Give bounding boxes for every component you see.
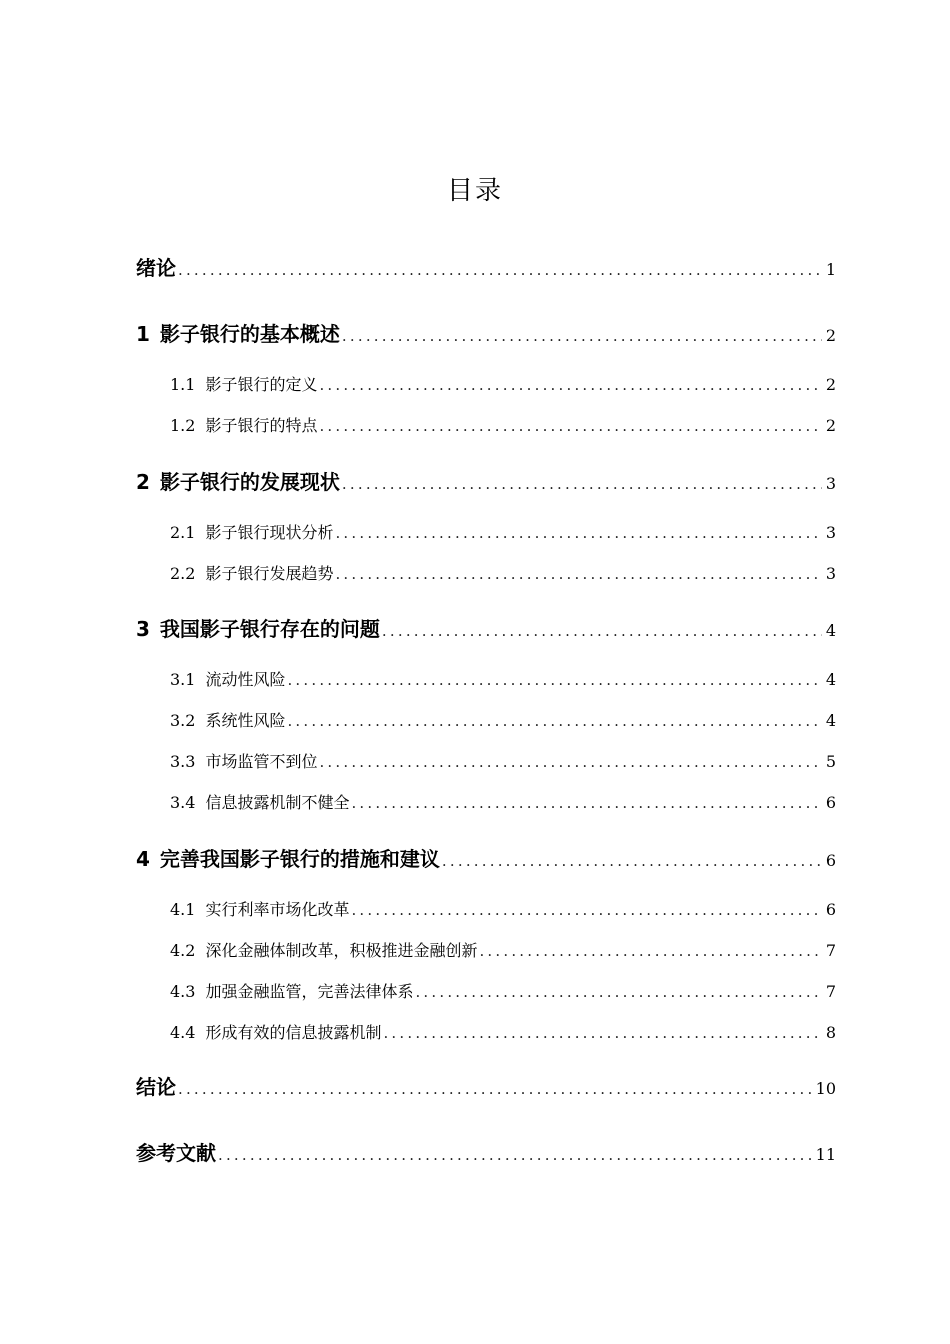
toc-entry[interactable] (170, 413, 836, 436)
toc-entry-label (170, 1020, 381, 1043)
toc-entry-number: 3.1 (170, 670, 196, 689)
toc-entry-label (170, 979, 413, 1002)
toc-entry-number: 3.3 (170, 752, 196, 771)
dot-leader (319, 417, 821, 435)
toc-entry-number: 1.2 (170, 416, 196, 435)
toc-entry[interactable] (136, 613, 836, 642)
toc-entry-text: 参考文献 (136, 1141, 216, 1165)
toc-entry-page: 5 (825, 752, 836, 771)
toc-entry[interactable] (136, 1137, 836, 1166)
toc-entry-page: 1 (825, 260, 836, 279)
toc-entry[interactable] (170, 667, 836, 690)
toc-entry[interactable] (170, 749, 836, 772)
toc-entry-text: 市场监管不到位 (205, 752, 318, 771)
toc-entry-number: 4.3 (170, 982, 196, 1001)
toc-entry-label (170, 520, 333, 543)
toc-entry[interactable] (170, 1020, 836, 1043)
toc-entry-label (170, 708, 285, 731)
dot-leader (335, 524, 821, 542)
toc-entry[interactable] (170, 790, 836, 813)
dot-leader (319, 376, 821, 394)
toc-entry-page: 6 (825, 793, 836, 812)
toc-entry-text: 我国影子银行存在的问题 (159, 617, 380, 641)
toc-entry-page: 4 (825, 711, 836, 730)
toc-entry-number: 1.1 (170, 375, 196, 394)
toc-entry[interactable] (136, 1071, 836, 1100)
toc-entry-text: 流动性风险 (205, 670, 286, 689)
toc-entry-page: 11 (815, 1145, 836, 1164)
toc-entry-text: 实行利率市场化改革 (205, 900, 350, 919)
toc-entry-text: 影子银行现状分析 (205, 523, 334, 542)
toc-entry-page: 4 (825, 670, 836, 689)
toc-entry[interactable] (136, 318, 836, 347)
toc-entry-text: 深化金融体制改革，积极推进金融创新 (205, 941, 478, 960)
toc-entry-number: 2.2 (170, 564, 196, 583)
dot-leader (383, 1024, 821, 1042)
toc-entry-page: 3 (825, 564, 836, 583)
toc-entry-page: 3 (825, 523, 836, 542)
toc-entry[interactable] (170, 897, 836, 920)
toc-entry-page: 6 (825, 900, 836, 919)
toc-entry[interactable] (136, 252, 836, 281)
toc-entry-label (136, 843, 440, 872)
toc-entry-label (136, 466, 340, 495)
toc-entry-text: 绪论 (136, 256, 176, 280)
toc-entry-number: 4.1 (170, 900, 196, 919)
toc-entry[interactable] (170, 979, 836, 1002)
toc-entry-label (170, 790, 349, 813)
dot-leader (287, 671, 821, 689)
toc-entry[interactable] (136, 466, 836, 495)
toc-entry-number: 4.2 (170, 941, 196, 960)
dot-leader (351, 794, 821, 812)
toc-entry-number: 4.4 (170, 1023, 196, 1042)
toc-entry[interactable] (136, 843, 836, 872)
toc-entry-page: 2 (825, 416, 836, 435)
dot-leader (442, 852, 822, 870)
dot-leader (382, 622, 822, 640)
toc-entry[interactable] (170, 708, 836, 731)
toc-entry-number: 3.2 (170, 711, 196, 730)
dot-leader (342, 327, 822, 345)
toc-entry-label (170, 413, 317, 436)
toc-entry-text: 结论 (136, 1075, 176, 1099)
toc-entry-page: 3 (825, 474, 836, 493)
toc-entry-label (170, 938, 477, 961)
toc-entry-label (170, 561, 333, 584)
toc-entry-label (136, 1071, 176, 1100)
toc-entry-text: 形成有效的信息披露机制 (205, 1023, 382, 1042)
toc-entry-label (136, 252, 176, 281)
dot-leader (479, 942, 821, 960)
toc-entry[interactable] (170, 372, 836, 395)
toc-entry-page: 8 (825, 1023, 836, 1042)
toc-entry-text: 系统性风险 (205, 711, 286, 730)
toc-entry-number: 3.4 (170, 793, 196, 812)
toc-entry-label (170, 372, 317, 395)
page-title: 目录 (446, 176, 503, 206)
toc-entry-page: 6 (825, 851, 836, 870)
toc-entry-text: 完善我国影子银行的措施和建议 (159, 847, 440, 871)
toc-entry-text: 影子银行的定义 (205, 375, 318, 394)
toc-entry-text: 加强金融监管，完善法律体系 (205, 982, 414, 1001)
dot-leader (351, 901, 821, 919)
toc-entry[interactable] (170, 561, 836, 584)
toc-entry-number: 2.1 (170, 523, 196, 542)
dot-leader (415, 983, 821, 1001)
dot-leader (178, 261, 822, 279)
toc-entry-page: 10 (815, 1079, 836, 1098)
dot-leader (218, 1146, 812, 1164)
dot-leader (342, 475, 822, 493)
toc-entry-label (170, 667, 285, 690)
toc-entry-label (170, 749, 317, 772)
toc-entry[interactable] (170, 520, 836, 543)
dot-leader (335, 565, 821, 583)
toc-entry-page: 4 (825, 621, 836, 640)
toc-entry-text: 影子银行的基本概述 (159, 322, 340, 346)
toc-entry-label (136, 318, 340, 347)
dot-leader (319, 753, 821, 771)
toc-entry-page: 2 (825, 375, 836, 394)
toc-entry-label (170, 897, 349, 920)
toc-entry-label (136, 613, 380, 642)
toc-entry-number: 3 (136, 617, 150, 641)
toc-entry-text: 影子银行的发展现状 (159, 470, 340, 494)
toc-entry[interactable] (170, 938, 836, 961)
toc-entry-page: 7 (825, 941, 836, 960)
toc-entry-label (136, 1137, 216, 1166)
dot-leader (178, 1080, 812, 1098)
toc-entry-number: 2 (136, 470, 150, 494)
toc-entry-number: 4 (136, 847, 150, 871)
toc-entry-number: 1 (136, 322, 150, 346)
toc-entry-text: 影子银行发展趋势 (205, 564, 334, 583)
dot-leader (287, 712, 821, 730)
toc-entry-page: 2 (825, 326, 836, 345)
toc-entry-page: 7 (825, 982, 836, 1001)
toc-entry-text: 影子银行的特点 (205, 416, 318, 435)
toc-entry-text: 信息披露机制不健全 (205, 793, 350, 812)
